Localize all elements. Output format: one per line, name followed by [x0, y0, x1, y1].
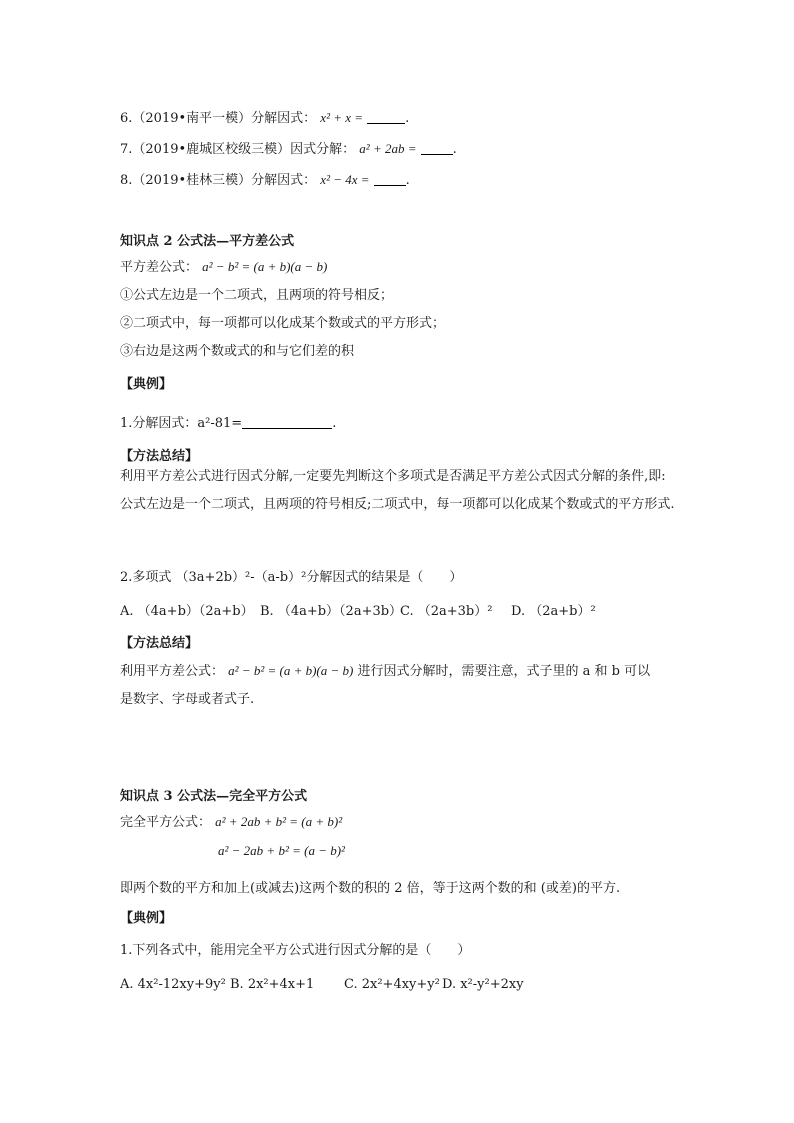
problem-text: 7.（2019•鹿城区校级三模）因式分解： [120, 142, 356, 157]
method-summary-2-cont: 是数字、字母或者式子. [120, 692, 255, 707]
option-b[interactable]: B. 2x²+4x+1 [230, 977, 315, 992]
option-b[interactable]: B. （4a+b）（2a+3b） [260, 604, 403, 619]
method-formula: a² − b² = (a + b)(a − b) [228, 663, 354, 678]
option-a[interactable]: A. （4a+b）（2a+b） [120, 604, 254, 619]
formula-label: 平方差公式： [120, 260, 199, 275]
problem-tail: . [405, 111, 410, 126]
method-summary-2 [120, 660, 650, 679]
method-heading: 【方法总结】 [120, 449, 199, 464]
formula-line [120, 256, 327, 275]
point-2: ②二项式中，每一项都可以化成某个数或式的平方形式； [120, 316, 446, 331]
answer-blank[interactable] [374, 172, 406, 186]
method-text: 利用平方差公式： [120, 664, 225, 679]
formula: a² − b² = (a + b)(a − b) [202, 259, 328, 274]
problem-6 [120, 107, 409, 126]
answer-blank[interactable] [242, 415, 332, 429]
problem-8 [120, 169, 410, 188]
option-d[interactable]: D. （2a+b）² [511, 604, 596, 619]
formula-line-3b [218, 843, 345, 859]
problem-text: 8.（2019•桂林三模）分解因式： [120, 173, 317, 188]
problem-math: x² + x = [320, 110, 364, 125]
problem-math: a² + 2ab = [359, 141, 417, 156]
question-text: 1.分解因式：a²-81= [120, 416, 243, 431]
question-tail: . [332, 416, 337, 431]
option-c[interactable]: C. （2a+3b）² [400, 604, 493, 619]
method-summary: 利用平方差公式进行因式分解,一定要先判断这个多项式是否满足平方差公式因式分解的条件,即: 公式左边是一个二项式，且两项的符号相反;二项式中，每一项都可以化成某个数或式的平方形式. [120, 469, 675, 512]
point-3: ③右边是这两个数或式的和与它们差的积 [120, 344, 355, 359]
answer-blank[interactable] [421, 141, 453, 155]
section-title-3: 知识点 3 公式法—完全平方公式 [120, 789, 308, 804]
option-c[interactable]: C. 2x²+4xy+y² [344, 977, 440, 992]
formula-line-3 [120, 811, 342, 830]
problem-tail: . [452, 142, 457, 157]
method-text-b: 进行因式分解时，需要注意，式子里的 a 和 b 可以 [357, 664, 651, 679]
example-q1 [120, 412, 336, 431]
example-q2: 2.多项式 （3a+2b）²-（a-b）²分解因式的结果是（ ） [120, 570, 463, 585]
example-heading-3: 【典例】 [120, 911, 173, 926]
option-d[interactable]: D. x²-y²+2xy [442, 977, 524, 992]
formula-label: 完全平方公式： [120, 815, 212, 830]
formula-1: a² + 2ab + b² = (a + b)² [215, 814, 343, 829]
option-a[interactable]: A. 4x²-12xy+9y² [120, 977, 226, 992]
problem-7 [120, 138, 457, 157]
answer-blank[interactable] [367, 110, 405, 124]
problem-text: 6.（2019•南平一模）分解因式： [120, 111, 317, 126]
problem-math: x² − 4x = [320, 172, 370, 187]
section-title: 知识点 2 公式法—平方差公式 [120, 234, 295, 249]
problem-tail: . [405, 173, 410, 188]
example-heading: 【典例】 [120, 377, 173, 392]
point-1: ①公式左边是一个二项式，且两项的符号相反； [120, 288, 394, 303]
method-heading-2: 【方法总结】 [120, 636, 199, 651]
example-q1-3: 1.下列各式中，能用完全平方公式进行因式分解的是（ ） [120, 943, 471, 958]
explanation: 即两个数的平方和加上(或减去)这两个数的积的 2 倍，等于这两个数的和 (或差)的平方. [120, 881, 621, 896]
formula-2: a² − 2ab + b² = (a − b)² [218, 843, 345, 858]
